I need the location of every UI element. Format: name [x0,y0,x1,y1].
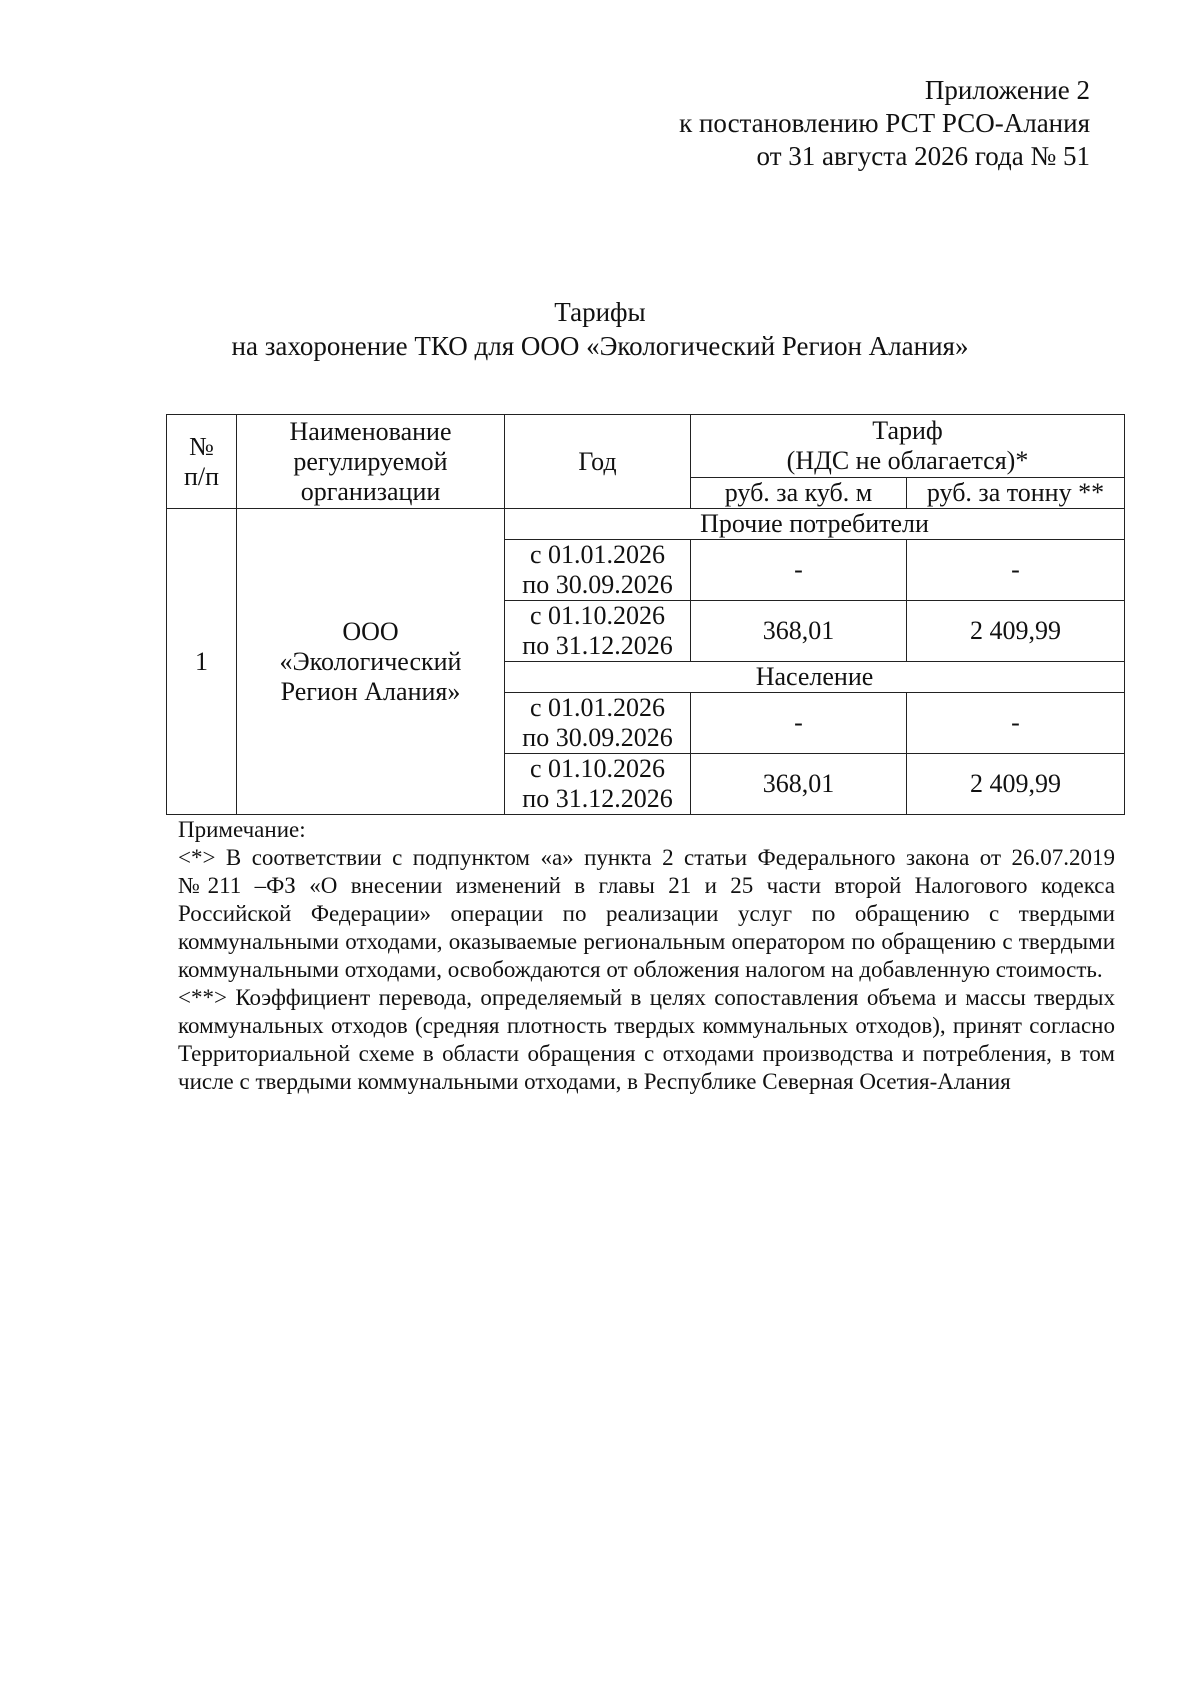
header-rub-per-ton: руб. за тонну ** [907,478,1125,509]
organization-name: ООО «Экологический Регион Алания» [237,509,505,815]
note-vat: <*> В соответствии с подпунктом «а» пункта 2 статьи Федерального закона от 26.07.2019 №211 –ФЗ «О внесении изменений в главы 21 и 25 части второй Налогового кодекса Российской Федерации» операции по реализации услуг по обращению с твердыми коммунальными отходами, оказываемые региональным оператором по обращению с твердыми коммунальными отходами, освобождаются от обложения налогом на добавленную стоимость. [178,845,1115,982]
tariffs-table [166,414,1125,815]
period-cell: с 01.10.2026 по 31.12.2026 [505,754,691,815]
appendix-header [679,74,1090,173]
header-number: № п/п [167,415,237,509]
tariff-ton-cell: - [907,540,1125,601]
period-cell: с 01.01.2026 по 30.09.2026 [505,540,691,601]
tariff-ton-cell: 2 409,99 [907,601,1125,662]
tariff-ton-cell: 2 409,99 [907,754,1125,815]
group-name: Прочие потребители [505,509,1125,540]
tariff-m3-cell: - [691,693,907,754]
header-tariff: Тариф (НДС не облагается)* [691,415,1125,478]
resolution-reference: к постановлению РСТ РСО-Алания [679,108,1090,138]
table-header-row [167,415,1125,478]
tariff-m3-cell: 368,01 [691,754,907,815]
title-line-1: Тарифы [554,297,646,327]
group-name: Население [505,662,1125,693]
tariff-m3-cell: - [691,540,907,601]
period-cell: с 01.01.2026 по 30.09.2026 [505,693,691,754]
header-organization: Наименование регулируемой организации [237,415,505,509]
title-line-2: на захоронение ТКО для ООО «Экологический Регион Алания» [231,331,969,361]
notes-section [178,816,1115,1096]
period-cell: с 01.10.2026 по 31.12.2026 [505,601,691,662]
group-row-other [167,509,1125,540]
appendix-number: Приложение 2 [924,75,1090,105]
header-rub-per-m3: руб. за куб. м [691,478,907,509]
notes-label: Примечание: [178,817,306,842]
resolution-date: от 31 августа 2026 года № 51 [756,141,1090,171]
note-conversion-coefficient: <**> Коэффициент перевода, определяемый в целях сопоставления объема и массы твердых коммунальных отходов (средняя плотность твердых коммунальных отходов), принят согласно Территориальной схеме в области обращения с отходами производства и потребления, в том числе с твердыми коммунальными отходами, в Республике Северная Осетия-Алания [178,985,1115,1094]
row-number: 1 [167,509,237,815]
tariff-ton-cell: - [907,693,1125,754]
tariff-m3-cell: 368,01 [691,601,907,662]
document-title [0,295,1200,363]
header-year: Год [505,415,691,509]
